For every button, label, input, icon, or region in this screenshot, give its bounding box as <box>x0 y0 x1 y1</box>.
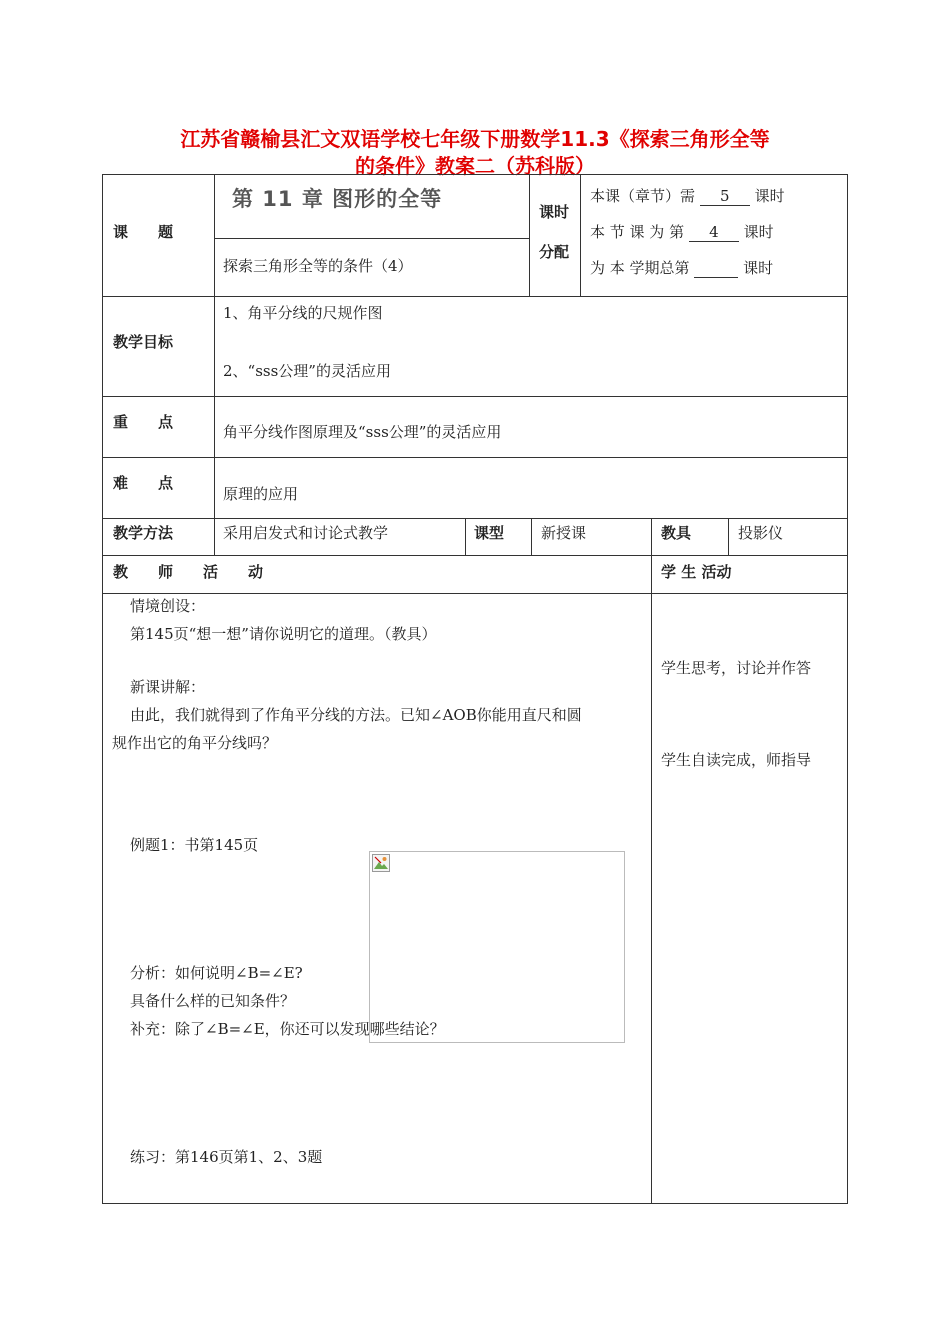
topic-text: 探索三角形全等的条件（4） <box>223 257 413 275</box>
period-line1-value: 5 <box>700 187 750 206</box>
method-label: 教学方法 <box>113 524 174 542</box>
method-text: 采用启发式和讨论式教学 <box>223 524 389 542</box>
doc-title-line2: 的条件》教案二（苏科版） <box>355 154 595 178</box>
tools-label: 教具 <box>661 524 692 542</box>
student-line: 学生思考，讨论并作答 <box>661 659 812 677</box>
col-divider <box>651 518 652 1204</box>
teacher-line: 补充：除了∠B=∠E，你还可以发现哪些结论？ <box>130 1020 445 1038</box>
type-label: 课型 <box>474 524 505 542</box>
period-label-2: 分配 <box>539 243 570 261</box>
row-divider <box>102 555 848 556</box>
teacher-line: 例题1：书第145页 <box>130 836 259 854</box>
topic-label: 课 题 <box>113 223 174 241</box>
period-line3-pre: 为 本 学期总第 <box>590 259 690 277</box>
teacher-line: 具备什么样的已知条件？ <box>130 992 296 1010</box>
period-line2-post: 课时 <box>743 223 774 241</box>
broken-image-icon <box>372 854 390 872</box>
teacher-line: 由此，我们就得到了作角平分线的方法。已知∠AOB你能用直尺和圆 <box>130 706 582 724</box>
difficult-label: 难 点 <box>113 474 174 492</box>
period-line1-post: 课时 <box>754 187 785 205</box>
difficult-text: 原理的应用 <box>223 485 299 503</box>
teacher-line: 第145页“想一想”请你说明它的道理。（教具） <box>130 625 437 643</box>
period-line2-pre: 本 节 课 为 第 <box>590 223 685 241</box>
chapter-heading: 第 11 章 图形的全等 <box>232 187 443 211</box>
teacher-line: 练习：第146页第1、2、3题 <box>130 1148 323 1166</box>
teacher-activity-header: 教 师 活 动 <box>113 563 264 581</box>
period-line3-value <box>694 261 738 278</box>
student-activity-header: 学 生 活动 <box>661 563 732 581</box>
col-divider <box>728 518 729 555</box>
teacher-line: 分析：如何说明∠B=∠E? <box>130 964 303 982</box>
col-divider <box>529 174 530 296</box>
doc-title-line1: 江苏省赣榆县汇文双语学校七年级下册数学11.3《探索三角形全等 <box>180 127 770 151</box>
teacher-line: 新课讲解： <box>130 678 206 696</box>
period-line3-post: 课时 <box>743 259 774 277</box>
goals-label: 教学目标 <box>113 333 174 351</box>
tools-text: 投影仪 <box>738 524 784 542</box>
col-divider <box>465 518 466 555</box>
period-line-2 <box>590 221 774 242</box>
figure-placeholder <box>369 851 625 1043</box>
key-text: 角平分线作图原理及“sss公理”的灵活应用 <box>223 423 502 441</box>
period-line-3 <box>590 257 773 278</box>
type-text: 新授课 <box>541 524 587 542</box>
col-divider <box>531 518 532 555</box>
topic-divider <box>214 238 529 239</box>
goal-1: 1、角平分线的尺规作图 <box>223 304 383 322</box>
period-label-1: 课时 <box>539 203 570 221</box>
period-line1-pre: 本课（章节）需 <box>590 187 696 205</box>
goal-2: 2、“sss公理”的灵活应用 <box>223 362 391 380</box>
teacher-line: 规作出它的角平分线吗？ <box>112 734 278 752</box>
col-divider <box>580 174 581 296</box>
key-label: 重 点 <box>113 413 174 431</box>
student-line: 学生自读完成，师指导 <box>661 751 812 769</box>
col-divider <box>214 174 215 555</box>
teacher-line: 情境创设： <box>130 597 206 615</box>
row-divider <box>102 593 848 594</box>
period-line-1 <box>590 185 785 206</box>
period-line2-value: 4 <box>689 223 739 242</box>
